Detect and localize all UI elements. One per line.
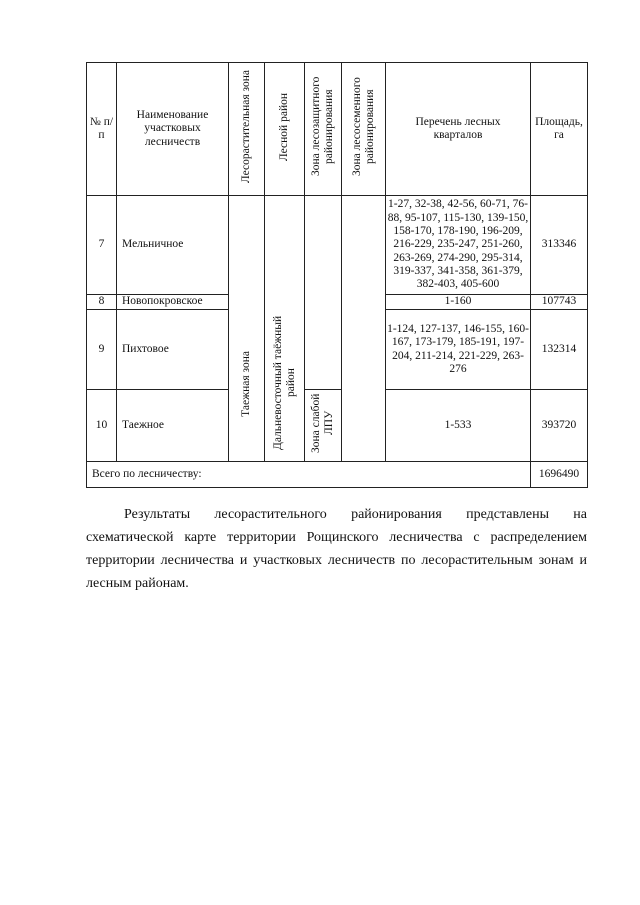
header-seed <box>342 63 386 196</box>
seed-merged-cell <box>342 196 386 462</box>
row-name: Пихтовое <box>117 310 229 390</box>
row-blocks: 1-533 <box>386 390 531 462</box>
district-merged-cell <box>265 196 305 462</box>
row-num: 8 <box>87 295 117 310</box>
row-blocks: 1-160 <box>386 295 531 310</box>
header-district <box>265 63 305 196</box>
header-zone <box>229 63 265 196</box>
row-area: 313346 <box>531 196 588 295</box>
total-value: 1696490 <box>531 462 588 488</box>
row-name: Таежное <box>117 390 229 462</box>
table-header-row <box>87 63 588 196</box>
header-name <box>117 63 229 196</box>
zone-value: Таежная зона <box>240 350 252 417</box>
header-blocks-text: Перечень лесных кварталов <box>415 115 501 141</box>
protect-value-cell <box>305 390 342 462</box>
row-name: Мельничное <box>117 196 229 295</box>
table-row <box>87 196 588 295</box>
total-row <box>87 462 588 488</box>
header-name-text: Наименование участковых лесничеств <box>136 109 209 148</box>
table-row <box>87 390 588 462</box>
paragraph-rest: схематической карте территории Рощинского лесничества с распределением территории лесничества и участковых лесничеств по лесорастительным зонам и лесным районам. <box>86 530 587 591</box>
total-label: Всего по лесничеству: <box>87 462 531 488</box>
row-area: 132314 <box>531 310 588 390</box>
header-protect-text: Зона лесозащитного районирования <box>310 77 335 177</box>
zone-merged-cell <box>229 196 265 462</box>
protect-value: Зона слабой ЛПУ <box>310 393 335 454</box>
row-area: 393720 <box>531 390 588 462</box>
district-value: Дальневосточный таёжный район <box>271 315 297 450</box>
row-name: Новопокровское <box>117 295 229 310</box>
header-blocks <box>386 63 531 196</box>
header-area-text: Площадь, га <box>535 115 583 141</box>
header-num: № п/п <box>87 63 117 196</box>
protect-empty-cell <box>305 196 342 390</box>
body-paragraph <box>86 503 587 595</box>
header-zone-text: Лесорастительная зона <box>240 70 252 184</box>
header-area <box>531 63 588 196</box>
header-protect <box>305 63 342 196</box>
row-num: 7 <box>87 196 117 295</box>
forest-districts-table <box>86 62 588 488</box>
row-blocks: 1-27, 32-38, 42-56, 60-71, 76-88, 95-107, 115-130, 139-150, 158-170, 178-190, 196-209, 216-229, 235-247, 251-260, 263-269, 274-290, 295-314, 319-337, 341-358, 361-379, 382-403, 405-600 <box>386 196 531 295</box>
row-blocks: 1-124, 127-137, 146-155, 160-167, 173-179, 185-191, 197-204, 211-214, 221-229, 263-276 <box>386 310 531 390</box>
header-seed-text: Зона лесосеменного районирования <box>350 77 376 177</box>
row-area: 107743 <box>531 295 588 310</box>
row-num: 9 <box>87 310 117 390</box>
header-district-text: Лесной район <box>278 92 290 161</box>
paragraph-first-line: Результаты лесорастительного районирования представлены на <box>124 507 587 522</box>
row-num: 10 <box>87 390 117 462</box>
